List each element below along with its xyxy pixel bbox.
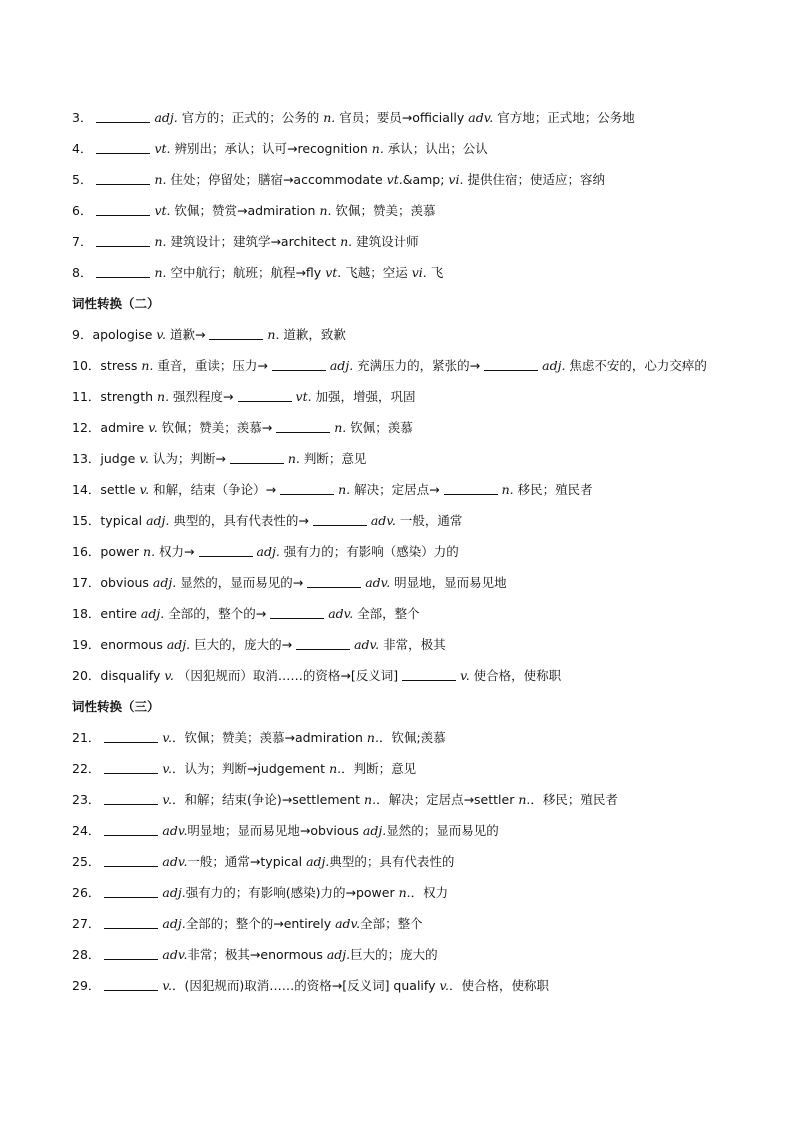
item-text: ．判断；意见 <box>341 761 417 776</box>
item-text: ．钦佩;羡慕 <box>378 730 446 745</box>
item-text: 13．judge <box>72 451 140 466</box>
part-of-speech: adj. <box>166 637 191 652</box>
item-text: 解决；定居点→ <box>350 482 440 497</box>
part-of-speech: n. <box>323 110 336 125</box>
item-text: 词性转换（二） <box>72 296 160 311</box>
answer-blank[interactable] <box>296 636 350 650</box>
part-of-speech: adj. <box>152 575 177 590</box>
answer-blank[interactable] <box>313 512 367 526</box>
item-text: 显然的；显而易见的 <box>386 823 499 838</box>
part-of-speech: n. <box>141 358 154 373</box>
exercise-item <box>72 350 732 381</box>
exercise-item <box>72 381 732 412</box>
item-text: 14．settle <box>72 482 140 497</box>
exercise-item <box>72 474 732 505</box>
part-of-speech: adj. <box>162 916 186 931</box>
part-of-speech: v. <box>162 761 172 776</box>
item-text: 权力→ <box>155 544 195 559</box>
exercise-item <box>72 133 732 164</box>
answer-blank[interactable] <box>209 326 263 340</box>
item-text: 11．strength <box>72 389 158 404</box>
item-text: 16．power <box>72 544 144 559</box>
item-text: 12．admire <box>72 420 149 435</box>
item-text: 建筑设计师 <box>352 234 419 249</box>
part-of-speech: n. <box>143 544 156 559</box>
item-text: 飞 <box>426 265 444 280</box>
item-text: 19．enormous <box>72 637 167 652</box>
item-text: 5． <box>72 172 93 187</box>
part-of-speech: v. <box>148 420 158 435</box>
item-text: 钦佩；赞赏→admiration <box>170 203 320 218</box>
exercise-item <box>72 846 732 877</box>
part-of-speech: v. <box>439 978 450 993</box>
section-heading <box>72 691 732 722</box>
part-of-speech: n. <box>319 203 332 218</box>
item-text: 词性转换（三） <box>72 699 160 714</box>
item-text: 建筑设计；建筑学→architect <box>166 234 341 249</box>
item-text: 空中航行；航班；航程→fly <box>166 265 326 280</box>
part-of-speech: adj. <box>140 606 165 621</box>
answer-blank[interactable] <box>96 171 150 185</box>
part-of-speech: vt. <box>386 172 403 187</box>
item-text: 辨别出；承认；认可→recognition <box>170 141 372 156</box>
item-text: 27． <box>72 916 101 931</box>
item-text: ．权力 <box>410 885 449 900</box>
item-text: 和解，结束（争论）→ <box>149 482 277 497</box>
item-text: 一般；通常→typical <box>187 854 307 869</box>
item-text: 承认；认出；公认 <box>383 141 488 156</box>
answer-blank[interactable] <box>199 543 253 557</box>
item-text: 道歉→ <box>165 327 206 342</box>
part-of-speech: adj. <box>326 947 351 962</box>
item-text: 典型的；具有代表性的 <box>329 854 455 869</box>
item-text: 28． <box>72 947 101 962</box>
answer-blank[interactable] <box>272 357 326 371</box>
item-text: 非常；极其→enormous <box>187 947 327 962</box>
item-text: 飞越；空运 <box>341 265 412 280</box>
part-of-speech: adv. <box>335 916 361 931</box>
exercise-item <box>72 102 732 133</box>
exercise-item <box>72 660 732 691</box>
exercise-item <box>72 443 732 474</box>
part-of-speech: adv. <box>370 513 396 528</box>
item-text: 提供住宿；使适应；容纳 <box>463 172 605 187</box>
part-of-speech: adv. <box>162 854 188 869</box>
item-text: ．和解；结束(争论)→settlement <box>171 792 365 807</box>
part-of-speech: n. <box>371 141 384 156</box>
item-text: 判断；意见 <box>299 451 367 466</box>
part-of-speech: vt. <box>325 265 342 280</box>
exercise-item <box>72 505 732 536</box>
answer-blank[interactable] <box>484 357 538 371</box>
part-of-speech: n. <box>398 885 411 900</box>
item-text: 道歉，致歉 <box>279 327 346 342</box>
answer-blank[interactable] <box>402 667 456 681</box>
item-text: 一般，通常 <box>395 513 463 528</box>
item-text: ．认为；判断→judgement <box>171 761 330 776</box>
answer-blank[interactable] <box>96 140 150 154</box>
item-text: 强烈程度→ <box>169 389 234 404</box>
answer-blank[interactable] <box>104 946 158 960</box>
item-text: 21． <box>72 730 101 745</box>
item-text: 显然的，显而易见的→ <box>176 575 304 590</box>
item-text: 住处；停留处；膳宿→accommodate <box>166 172 387 187</box>
item-text: 23． <box>72 792 101 807</box>
part-of-speech: n. <box>518 792 531 807</box>
item-text: 巨大的，庞大的→ <box>190 637 293 652</box>
part-of-speech: adj. <box>256 544 280 559</box>
exercise-item <box>72 908 732 939</box>
answer-blank[interactable] <box>307 574 361 588</box>
part-of-speech: v. <box>162 792 172 807</box>
item-text: 9．apologise <box>72 327 157 342</box>
part-of-speech: adj. <box>154 110 178 125</box>
part-of-speech: n. <box>334 420 347 435</box>
part-of-speech: adv. <box>365 575 391 590</box>
exercise-item <box>72 970 732 1001</box>
item-text: 18．entire <box>72 606 141 621</box>
exercise-item <box>72 629 732 660</box>
item-text: 6． <box>72 203 93 218</box>
answer-blank[interactable] <box>104 853 158 867</box>
answer-blank[interactable] <box>104 760 158 774</box>
answer-blank[interactable] <box>444 481 498 495</box>
exercise-item <box>72 784 732 815</box>
exercise-item <box>72 412 732 443</box>
part-of-speech: adj. <box>306 854 330 869</box>
item-text: 20．disqualify <box>72 668 165 683</box>
exercise-item <box>72 164 732 195</box>
item-text: &amp; <box>402 172 449 187</box>
answer-blank[interactable] <box>104 977 158 991</box>
item-text: ．使合格，使称职 <box>449 978 550 993</box>
item-text: 移民；殖民者 <box>513 482 593 497</box>
item-text: 8． <box>72 265 93 280</box>
answer-blank[interactable] <box>96 233 150 247</box>
item-text: 重音，重读；压力→ <box>153 358 268 373</box>
item-text: 加强，增强，巩固 <box>311 389 416 404</box>
item-text: 钦佩；赞美；羡慕 <box>331 203 436 218</box>
item-text: 全部的，整个的→ <box>164 606 267 621</box>
answer-blank[interactable] <box>104 915 158 929</box>
part-of-speech: v. <box>139 482 150 497</box>
item-text: 3． <box>72 110 93 125</box>
item-text: 官员；要员→officially <box>335 110 469 125</box>
section-heading <box>72 288 732 319</box>
item-text: 10．stress <box>72 358 142 373</box>
item-text: 典型的，具有代表性的→ <box>169 513 309 528</box>
part-of-speech: vi. <box>411 265 427 280</box>
exercise-item <box>72 598 732 629</box>
item-text: 焦虑不安的，心力交瘁的 <box>565 358 707 373</box>
exercise-item <box>72 536 732 567</box>
item-text: 巨大的；庞大的 <box>350 947 438 962</box>
answer-blank[interactable] <box>96 264 150 278</box>
answer-blank[interactable] <box>230 450 284 464</box>
item-text: 官方的；正式的；公务的 <box>177 110 324 125</box>
item-text: 全部；整个 <box>360 916 423 931</box>
answer-blank[interactable] <box>104 791 158 805</box>
part-of-speech: n. <box>287 451 300 466</box>
item-text: 17．obvious <box>72 575 153 590</box>
exercise-item <box>72 195 732 226</box>
answer-blank[interactable] <box>276 419 330 433</box>
item-text: （因犯规而）取消……的资格→[反义词] <box>173 668 399 683</box>
exercise-item <box>72 815 732 846</box>
exercise-item <box>72 722 732 753</box>
answer-blank[interactable] <box>96 202 150 216</box>
item-text: 充满压力的，紧张的→ <box>353 358 481 373</box>
part-of-speech: n. <box>154 172 167 187</box>
part-of-speech: n. <box>338 482 351 497</box>
part-of-speech: v. <box>164 668 174 683</box>
answer-blank[interactable] <box>104 822 158 836</box>
part-of-speech: adj. <box>362 823 387 838</box>
item-text: 7． <box>72 234 93 249</box>
item-text: ．钦佩；赞美；羡慕→admiration <box>171 730 367 745</box>
answer-blank[interactable] <box>270 605 324 619</box>
part-of-speech: vt. <box>154 203 171 218</box>
item-text: 全部的；整个的→entirely <box>185 916 336 931</box>
exercise-item <box>72 877 732 908</box>
answer-blank[interactable] <box>104 884 158 898</box>
part-of-speech: adv. <box>328 606 354 621</box>
item-text: 明显地；显而易见地→obvious <box>187 823 363 838</box>
item-text: ．(因犯规而)取消……的资格→[反义词] qualify <box>171 978 440 993</box>
exercise-item <box>72 753 732 784</box>
item-text: 使合格，使称职 <box>469 668 562 683</box>
part-of-speech: n. <box>366 730 379 745</box>
item-text: ．移民；殖民者 <box>530 792 618 807</box>
part-of-speech: v. <box>162 730 172 745</box>
item-text: 明显地，显而易见地 <box>390 575 507 590</box>
part-of-speech: adv. <box>468 110 494 125</box>
item-text: 强有力的；有影响（感染）力的 <box>279 544 459 559</box>
part-of-speech: n. <box>501 482 514 497</box>
part-of-speech: adv. <box>354 637 380 652</box>
item-text: 强有力的；有影响(感染)力的→power <box>185 885 399 900</box>
part-of-speech: v. <box>162 978 172 993</box>
item-text: 24． <box>72 823 101 838</box>
item-text: 25． <box>72 854 101 869</box>
exercise-item <box>72 226 732 257</box>
item-text: 钦佩；羡慕 <box>346 420 413 435</box>
part-of-speech: n. <box>267 327 280 342</box>
item-text: 官方地；正式地；公务地 <box>493 110 635 125</box>
answer-blank[interactable] <box>280 481 334 495</box>
part-of-speech: n. <box>154 265 167 280</box>
part-of-speech: v. <box>156 327 166 342</box>
part-of-speech: adj. <box>162 885 186 900</box>
part-of-speech: n. <box>340 234 353 249</box>
part-of-speech: n. <box>154 234 167 249</box>
part-of-speech: adj. <box>329 358 354 373</box>
item-text: 钦佩；赞美；羡慕→ <box>157 420 273 435</box>
item-text: 认为；判断→ <box>148 451 226 466</box>
part-of-speech: vt. <box>154 141 171 156</box>
worksheet-body <box>72 102 732 1001</box>
item-text: 29． <box>72 978 101 993</box>
item-text: 22． <box>72 761 101 776</box>
item-text: 4． <box>72 141 93 156</box>
exercise-item <box>72 567 732 598</box>
item-text: 非常，极其 <box>379 637 446 652</box>
part-of-speech: v. <box>139 451 149 466</box>
exercise-item <box>72 257 732 288</box>
part-of-speech: n. <box>329 761 342 776</box>
part-of-speech: v. <box>460 668 470 683</box>
part-of-speech: n. <box>157 389 170 404</box>
answer-blank[interactable] <box>96 109 150 123</box>
part-of-speech: adv. <box>162 947 188 962</box>
item-text: 15．typical <box>72 513 147 528</box>
part-of-speech: adj. <box>542 358 566 373</box>
answer-blank[interactable] <box>104 729 158 743</box>
part-of-speech: vt. <box>295 389 312 404</box>
part-of-speech: vi. <box>448 172 464 187</box>
part-of-speech: n. <box>364 792 377 807</box>
exercise-item <box>72 939 732 970</box>
exercise-item <box>72 319 732 350</box>
item-text: ．解决；定居点→settler <box>376 792 519 807</box>
part-of-speech: adj. <box>146 513 170 528</box>
item-text: 26． <box>72 885 101 900</box>
item-text: 全部，整个 <box>353 606 420 621</box>
part-of-speech: adv. <box>162 823 188 838</box>
answer-blank[interactable] <box>238 388 292 402</box>
